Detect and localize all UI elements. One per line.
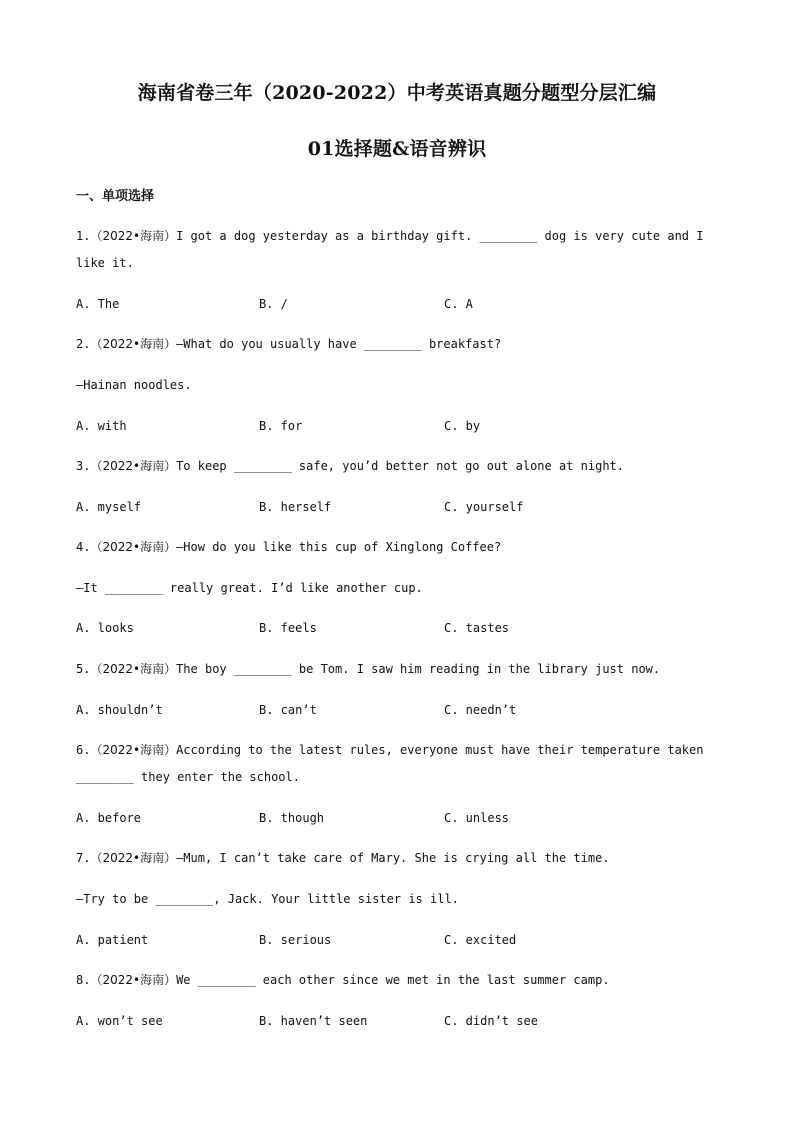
question-source-tag: （2022•海南）	[90, 337, 177, 351]
question-5-option-a: A. shouldn’t	[76, 703, 163, 717]
question-1-option-b: B. /	[259, 297, 288, 311]
question-4-option-c: C. tastes	[444, 621, 510, 635]
question-8-option-b: B. haven’t seen	[259, 1014, 368, 1028]
question-6-stem	[76, 742, 716, 758]
question-6-option-b: B. though	[259, 811, 325, 825]
question-7-option-a: A. patient	[76, 933, 149, 947]
question-text: —Mum, I can’t take care of Mary. She is crying all the time.	[176, 851, 610, 865]
question-3-option-a: A. myself	[76, 500, 142, 514]
question-number: 5.	[76, 662, 91, 676]
question-7-stem	[76, 850, 716, 866]
question-8-option-c: C. didn’t see	[444, 1014, 538, 1028]
question-3-stem	[76, 458, 716, 474]
question-source-tag: （2022•海南）	[90, 540, 177, 554]
question-1-stem	[76, 228, 716, 244]
question-5-option-c: C. needn’t	[444, 703, 517, 717]
question-5-stem	[76, 661, 716, 677]
question-text: —How do you like this cup of Xinglong Coffee?	[176, 540, 502, 554]
question-number: 3.	[76, 459, 91, 473]
question-text: We ________ each other since we met in the last summer camp.	[176, 973, 610, 987]
question-source-tag: （2022•海南）	[90, 743, 177, 757]
question-source-tag: （2022•海南）	[90, 851, 177, 865]
question-5-option-b: B. can’t	[259, 703, 317, 717]
question-number: 1.	[76, 229, 91, 243]
document-title: 海南省卷三年（2020-2022）中考英语真题分题型分层汇编	[137, 82, 657, 104]
question-source-tag: （2022•海南）	[90, 662, 177, 676]
question-text: To keep ________ safe, you’d better not go out alone at night.	[176, 459, 625, 473]
question-2-reply: —Hainan noodles.	[76, 378, 192, 392]
question-4-option-b: B. feels	[259, 621, 317, 635]
document-subtitle: 01选择题&语音辨识	[307, 138, 487, 160]
question-7-option-c: C. excited	[444, 933, 517, 947]
question-number: 7.	[76, 851, 91, 865]
question-3-option-b: B. herself	[259, 500, 332, 514]
question-source-tag: （2022•海南）	[90, 459, 177, 473]
question-text: The boy ________ be Tom. I saw him reading in the library just now.	[176, 662, 661, 676]
question-1-option-c: C. A	[444, 297, 473, 311]
question-7-reply: —Try to be ________, Jack. Your little sister is ill.	[76, 892, 459, 906]
question-2-option-a: A. with	[76, 419, 127, 433]
question-number: 8.	[76, 973, 91, 987]
question-source-tag: （2022•海南）	[90, 229, 177, 243]
question-1-option-a: A. The	[76, 297, 120, 311]
question-3-option-c: C. yourself	[444, 500, 524, 514]
question-1-stem-cont: like it.	[76, 256, 134, 270]
question-2-stem	[76, 336, 716, 352]
question-4-stem	[76, 539, 716, 555]
question-2-option-c: C. by	[444, 419, 481, 433]
question-source-tag: （2022•海南）	[90, 973, 177, 987]
question-2-option-b: B. for	[259, 419, 303, 433]
question-8-option-a: A. won’t see	[76, 1014, 163, 1028]
question-6-option-c: C. unless	[444, 811, 510, 825]
question-4-option-a: A. looks	[76, 621, 134, 635]
question-number: 2.	[76, 337, 91, 351]
question-7-option-b: B. serious	[259, 933, 332, 947]
section-heading: 一、单项选择	[76, 189, 155, 204]
question-text: According to the latest rules, everyone must have their temperature taken	[176, 743, 704, 757]
question-6-option-a: A. before	[76, 811, 142, 825]
question-number: 6.	[76, 743, 91, 757]
question-text: —What do you usually have ________ breakfast?	[176, 337, 502, 351]
question-number: 4.	[76, 540, 91, 554]
question-8-stem	[76, 972, 716, 988]
question-text: I got a dog yesterday as a birthday gift. ________ dog is very cute and I	[176, 229, 704, 243]
question-4-reply: —It ________ really great. I’d like another cup.	[76, 581, 423, 595]
question-6-stem-cont: ________ they enter the school.	[76, 770, 300, 784]
